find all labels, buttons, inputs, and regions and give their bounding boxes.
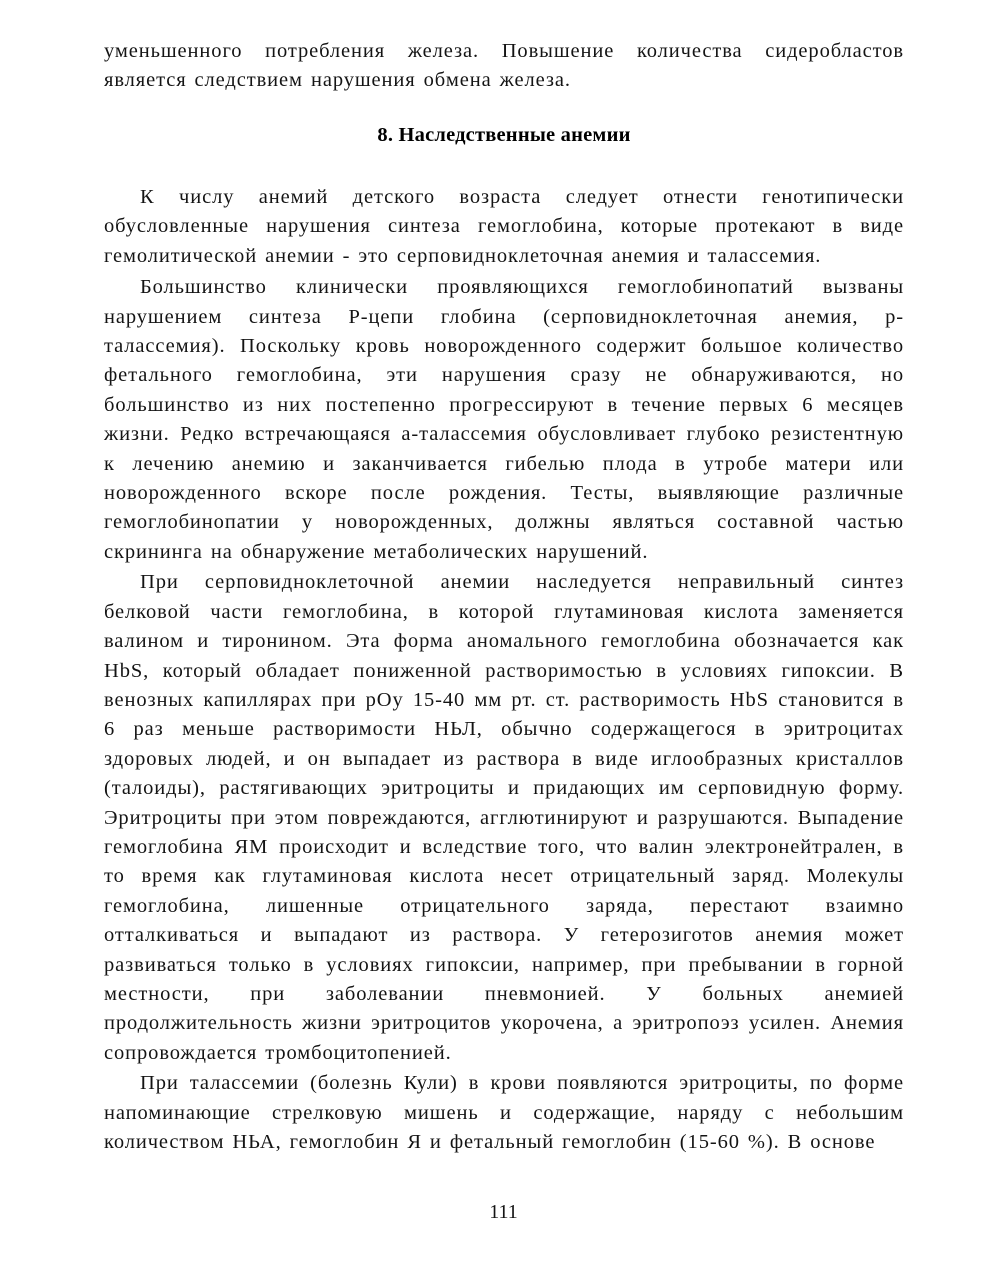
paragraph-2: Большинство клинически проявляющихся гемоглобинопатий вызваны нарушением синтеза Р-цепи глобина (серповидноклеточная анемия, р-талассемия). Поскольку кровь новорожденного содержит большое количество фетального гемоглобина, эти нарушения сразу не обнаруживаются, но большинство из них постепенно прогрессируют в течение первых 6 месяцев жизни. Редко встречающаяся а-талассемия обусловливает глубоко резистентную к лечению анемию и заканчивается гибелью плода в утробе матери или новорожденного вскоре после рождения. Тесты, выявляющие различные гемоглобинопатии у новорожденных, должны являться составной частью скрининга на обнаружение метаболических нарушений. [104,276,904,563]
paragraph-1: К числу анемий детского возраста следует отнести генотипически обусловленные нарушения синтеза гемоглобина, которые протекают в виде гемолитической анемии - это серповидноклеточная анемия и талассемия. [104,186,904,267]
paragraph-3: При серповидноклеточной анемии наследуется неправильный синтез белковой части гемоглобина, в которой глутаминовая кислота заменяется валином и тиронином. Эта форма аномального гемоглобина обозначается как HbS, который обладает пониженной растворимостью в условиях гипоксии. В венозных капиллярах при pOy 15-40 мм рт. ст. растворимость HbS становится в 6 раз меньше растворимости НЬЛ, обычно содержащегося в эритроцитах здоровых людей, и он выпадает из раствора в виде иглообразных кристаллов (талоиды), растягивающих эритроциты и придающих им серповидную форму. Эритроциты при этом повреждаются, агглютинируют и разрушаются. Выпадение гемоглобина ЯМ происходит и вследствие того, что валин электронейтрален, в то время как глутаминовая кислота несет отрицательный заряд. Молекулы гемоглобина, лишенные отрицательного заряда, перестают взаимно отталкиваться и выпадают из раствора. У гетерозиготов анемия может развиваться только в условиях гипоксии, например, при пребывании в горной местности, при заболевании пневмонией. У больных анемией продолжительность жизни эритроцитов укорочена, а эритропоэз усилен. Анемия сопровождается тромбоцитопенией. [104,571,904,1064]
intro-paragraph: уменьшенного потребления железа. Повышение количества сидеробластов является следствием нарушения обмена железа. [104,40,904,92]
page-number: 111 [489,1201,518,1223]
paragraph-4: При талассемии (болезнь Кули) в крови появляются эритроциты, по форме напоминающие стрелковую мишень и содержащие, наряду с небольшим количеством НЬА, гемоглобин Я и фетальный гемоглобин (15-60 %). В основе [104,1072,904,1153]
section-heading: 8. Наследственные анемии [377,124,631,146]
section-body [104,183,904,1157]
